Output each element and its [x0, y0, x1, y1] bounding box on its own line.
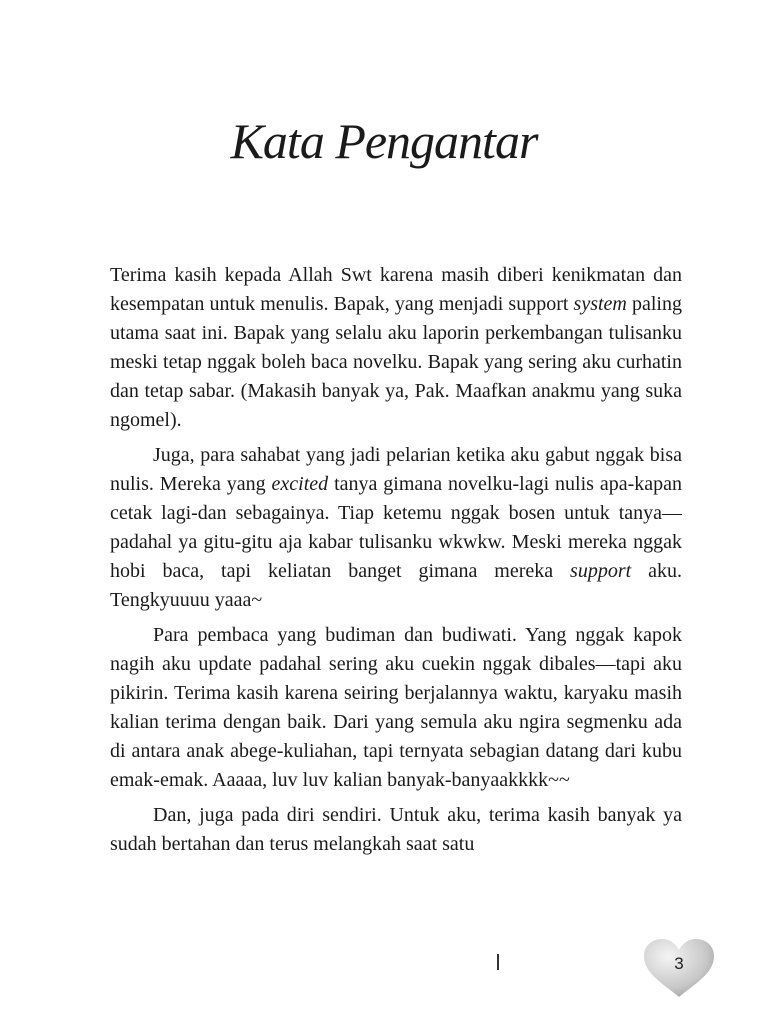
paragraph-3-text: Para pembaca yang budiman dan budiwati. Yang nggak kapok nagih aku update padahal sering aku cuekin nggak dibales—tapi aku pikirin. Terima kasih karena seiring berjalannya waktu, karyaku masih kalian terima dengan baik. Dari yang semula aku ngira segmenku ada di antara anak abege-kuliahan, tapi ternyata sebagian datang dari kubu emak-emak. Aaaaa, luv luv kalian banyak-banyaakkkk~~ [110, 624, 682, 791]
paragraph-3 [110, 621, 682, 795]
body-text [110, 261, 682, 865]
paragraph-2 [110, 441, 682, 615]
page-title: Kata Pengantar [230, 113, 538, 169]
paragraph-2-italic-excited: excited [271, 473, 329, 495]
paragraph-2-text-c: aku. Tengkyuuuu yaaa~ [110, 560, 682, 611]
paragraph-1-italic-system: system [573, 293, 627, 315]
paragraph-1-text-b: paling utama saat ini. Bapak yang selalu aku laporin perkembangan tulisanku meski tetap nggak boleh baca novelku. Bapak yang sering aku curhatin dan tetap sabar. (Makasih banyak ya, Pak. Maafkan anakmu yang suka ngomel). [110, 293, 682, 431]
paragraph-1 [110, 261, 682, 435]
paragraph-4-text: Dan, juga pada diri sendiri. Untuk aku, terima kasih banyak ya sudah bertahan dan terus melangkah saat satu [110, 804, 682, 855]
paragraph-2-text-b: tanya gimana novelku-lagi nulis apa-kapan cetak lagi-dan sebagainya. Tiap ketemu nggak bosen untuk tanya—padahal ya gitu-gitu aja kabar tulisanku wkwkw. Meski mereka nggak hobi baca, tapi keliatan banget gimana mereka [110, 473, 682, 582]
paragraph-4 [110, 801, 682, 859]
paragraph-1-text-a: Terima kasih kepada Allah Swt karena masih diberi kenikmatan dan kesempatan untuk menulis. Bapak, yang menjadi support [110, 264, 682, 315]
paragraph-2-text-a: Juga, para sahabat yang jadi pelarian ketika aku gabut nggak bisa nulis. Mereka yang [110, 444, 682, 495]
page-number: 3 [674, 954, 684, 973]
paragraph-2-italic-support: support [570, 560, 632, 582]
footer-mark [497, 954, 499, 970]
